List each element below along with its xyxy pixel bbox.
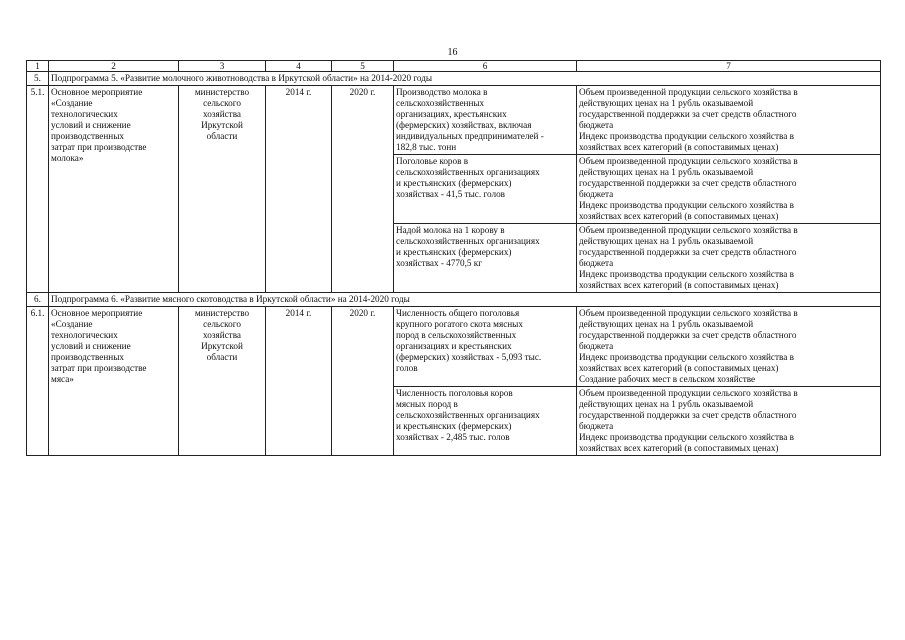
item-number: 5.1. (27, 86, 49, 293)
event-name: Основное мероприятие «Создание технологических условий и снижение производственных затрат при производстве молока» (49, 86, 179, 293)
end-year: 2020 г. (332, 307, 394, 456)
expected-result: Производство молока в сельскохозяйственных организациях, крестьянских (фермерских) хозяйствах, включая индивидуальных предпринимателей - 182,8 тыс. тонн (394, 86, 577, 155)
target-indicators: Объем произведенной продукции сельского хозяйства в действующих ценах на 1 рубль оказываемой государственной поддержки за счет средств областного бюджета Индекс производства продукции сельского хозяйства в хозяйствах всех категорий (в сопоставимых ценах) (577, 387, 881, 456)
col-header: 3 (179, 61, 266, 72)
program-table (26, 60, 881, 456)
table-row (27, 86, 881, 155)
expected-result: Надой молока на 1 корову в сельскохозяйственных организациях и крестьянских (фермерских) хозяйствах - 4770,5 кг (394, 224, 577, 293)
col-header: 6 (394, 61, 577, 72)
section-title: Подпрограмма 5. «Развитие молочного животноводства в Иркутской области» на 2014-2020 годы (49, 72, 881, 86)
target-indicators: Объем произведенной продукции сельского хозяйства в действующих ценах на 1 рубль оказываемой государственной поддержки за счет средств областного бюджета Индекс производства продукции сельского хозяйства в хозяйствах всех категорий (в сопоставимых ценах) Создание рабочих мест в сельском хозяйстве (577, 307, 881, 387)
col-header: 5 (332, 61, 394, 72)
col-header: 1 (27, 61, 49, 72)
section-row (27, 293, 881, 307)
expected-result: Поголовье коров в сельскохозяйственных организациях и крестьянских (фермерских) хозяйствах - 41,5 тыс. голов (394, 155, 577, 224)
target-indicators: Объем произведенной продукции сельского хозяйства в действующих ценах на 1 рубль оказываемой государственной поддержки за счет средств областного бюджета Индекс производства продукции сельского хозяйства в хозяйствах всех категорий (в сопоставимых ценах) (577, 155, 881, 224)
column-numbers-row (27, 61, 881, 72)
start-year: 2014 г. (266, 86, 332, 293)
table-row (27, 307, 881, 387)
end-year: 2020 г. (332, 86, 394, 293)
expected-result: Численность общего поголовья крупного рогатого скота мясных пород в сельскохозяйственных организациях и крестьянских (фермерских) хозяйствах - 5,093 тыс. голов (394, 307, 577, 387)
section-number: 5. (27, 72, 49, 86)
section-number: 6. (27, 293, 49, 307)
item-number: 6.1. (27, 307, 49, 456)
executor: министерство сельского хозяйства Иркутской области (179, 86, 266, 293)
executor: министерство сельского хозяйства Иркутской области (179, 307, 266, 456)
section-title: Подпрограмма 6. «Развитие мясного скотоводства в Иркутской области» на 2014-2020 годы (49, 293, 881, 307)
section-row (27, 72, 881, 86)
start-year: 2014 г. (266, 307, 332, 456)
page-number: 16 (447, 47, 458, 58)
expected-result: Численность поголовья коров мясных пород в сельскохозяйственных организациях и крестьянских (фермерских) хозяйствах - 2,485 тыс. голов (394, 387, 577, 456)
col-header: 7 (577, 61, 881, 72)
event-name: Основное мероприятие «Создание технологических условий и снижение производственных затрат при производстве мяса» (49, 307, 179, 456)
target-indicators: Объем произведенной продукции сельского хозяйства в действующих ценах на 1 рубль оказываемой государственной поддержки за счет средств областного бюджета Индекс производства продукции сельского хозяйства в хозяйствах всех категорий (в сопоставимых ценах) (577, 224, 881, 293)
target-indicators: Объем произведенной продукции сельского хозяйства в действующих ценах на 1 рубль оказываемой государственной поддержки за счет средств областного бюджета Индекс производства продукции сельского хозяйства в хозяйствах всех категорий (в сопоставимых ценах) (577, 86, 881, 155)
col-header: 4 (266, 61, 332, 72)
col-header: 2 (49, 61, 179, 72)
